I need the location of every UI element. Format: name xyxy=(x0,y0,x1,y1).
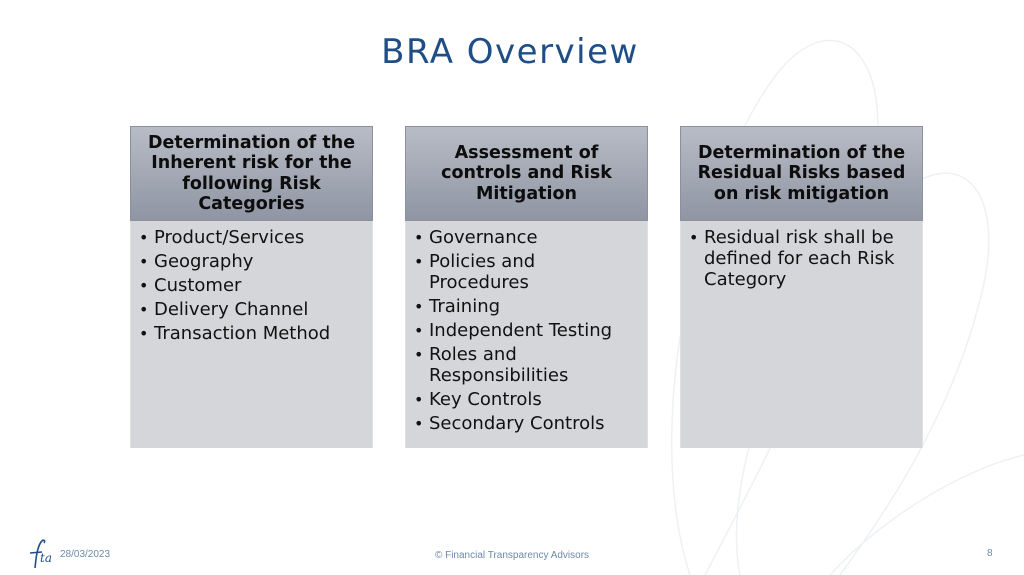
slide-title: BRA Overview xyxy=(381,32,639,72)
svg-text:ta: ta xyxy=(40,551,52,565)
card-inherent-risk xyxy=(130,126,373,448)
bullet-list xyxy=(414,227,639,434)
card-heading: Determination of the Residual Risks based on risk mitigation xyxy=(680,126,923,221)
footer-copyright: © Financial Transparency Advisors xyxy=(434,550,590,561)
footer-date: 28/03/2023 xyxy=(60,549,111,560)
bullet-item: • Customer xyxy=(139,275,364,296)
card-controls-assessment xyxy=(405,126,648,448)
bullet-item: • Residual risk shall be defined for each Risk Category xyxy=(689,227,914,290)
bullet-list xyxy=(689,227,914,290)
bullet-item: • Governance xyxy=(414,227,639,248)
bullet-item: • Product/Services xyxy=(139,227,364,248)
card-heading: Assessment of controls and Risk Mitigation xyxy=(405,126,648,221)
card-residual-risk xyxy=(680,126,923,448)
bullet-item: • Training xyxy=(414,296,639,317)
bullet-item: • Key Controls xyxy=(414,389,639,410)
bullet-item: • Geography xyxy=(139,251,364,272)
bullet-list xyxy=(139,227,364,344)
bullet-item: • Independent Testing xyxy=(414,320,639,341)
bullet-item: • Transaction Method xyxy=(139,323,364,344)
bullet-item: • Secondary Controls xyxy=(414,413,639,434)
card-body xyxy=(680,221,923,448)
bullet-item: • Delivery Channel xyxy=(139,299,364,320)
card-body xyxy=(130,221,373,448)
bullet-item: • Roles and Responsibilities xyxy=(414,344,639,386)
card-heading: Determination of the Inherent risk for the following Risk Categories xyxy=(130,126,373,221)
bullet-item: • Policies and Procedures xyxy=(414,251,639,293)
card-body xyxy=(405,221,648,448)
page-number: 8 xyxy=(987,548,993,559)
